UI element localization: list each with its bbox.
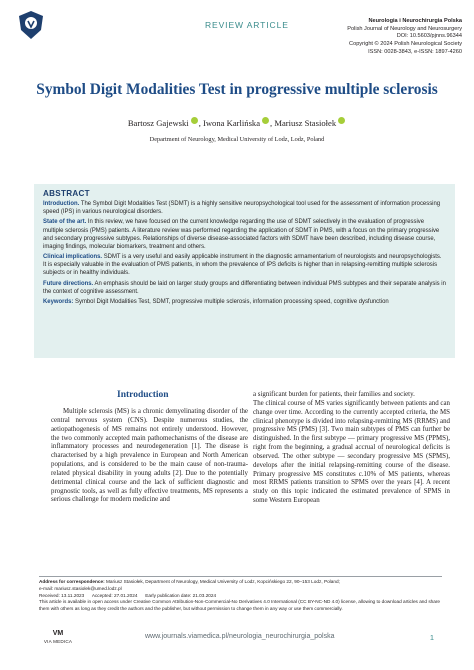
abstract-clinical-implications: Clinical implications. SDMT is a very useful and easily applicable instrument in the diagnostic armamentarium of neurologists and neuropsychologists. It is especially valuable in the evaluation of PMS patients, in whom the prevalence of IPS deficits is higher than in relapsing-remitting multiple sclerosis subjects or in healthy individuals.: [43, 254, 442, 277]
journal-subtitle: Polish Journal of Neurology and Neurosurgery: [347, 25, 462, 32]
footnote-divider: [39, 576, 442, 577]
page-number: 1: [429, 633, 434, 642]
email-link[interactable]: e-mail: mariusz.stasiolek@umed.lodz.pl: [39, 585, 122, 591]
body-paragraph: a significant burden for patients, their families and society. The clinical course of MS varies significantly between patients and can change over time. According to the currently accepted criteria, the MS clinical phenotype is divided into relapsing-remitting MS (RRMS) and progressive MS (PMS) [3]. Two main subtypes of PMS can further be distinguished. In the first subtype — primary progressive MS (PPMS), right from the beginning, a gradual accrual of neurological deficits is observed. The other subtype — secondary progressive MS (SPMS), develops after the initial relapsing-remitting course of the disease. Primary progressive MS constitutes c.10% of MS patients, whereas most RRMS patients transition to SPMS over the years [4]. A recent study on this topic indicated the estimated prevalence of SPMS in some Western European: [253, 391, 450, 505]
body-paragraph: Multiple sclerosis (MS) is a chronic demyelinating disorder of the central nervous system (CNS). Despite numerous studies, the aetiopathogenesis of MS remains not entirely understood. However, the two commonly accepted main pathomechanisms of the disease are inflammatory processes and neurodegeneration [1]. The disease is characterised by a high prevalence in European and North American populations, and is considered to be the main cause of non-trauma-related physical disability in young adults [2]. Due to the potentially detrimental clinical course and the lack of sufficient diagnostic and prognostic tools, as well as fully effective treatments, MS represents a serious challenge for modern medicine and: [51, 408, 248, 504]
via-medica-icon: VM: [52, 630, 64, 637]
orcid-icon[interactable]: [338, 117, 345, 124]
body-left-column: [51, 408, 248, 505]
abstract-future-directions: Future directions. An emphasis should be laid on larger study groups and differentiating between individual PMS subtypes and their separate analysis in the context of cognitive assessment.: [43, 280, 446, 295]
publisher-logo: [40, 629, 76, 649]
abstract-label: State of the art.: [43, 219, 87, 226]
author-list: [0, 117, 474, 128]
journal-name: Neurologia i Neurochirurgia Polska: [368, 18, 462, 24]
journal-emblem-icon: [17, 10, 45, 40]
abstract-label: Clinical implications.: [43, 254, 103, 261]
abstract-heading: ABSTRACT: [43, 189, 90, 198]
author-name: Bartosz Gajewski: [127, 118, 189, 128]
abstract-label: Keywords:: [43, 298, 74, 305]
abstract-state-of-art: State of the art. In this review, we have focused on the current knowledge regarding the use of SDMT selectively in the evaluation of progressive multiple sclerosis (PMS) patients. A literature review was performed regarding the application of SDMT in PMS, with a focus on the primary progressive and secondary progressive subtypes. Relationships of diverse disease-associated factors with SDMT have been described, including disease course, imaging findings, molecular biomarkers, treatment and others.: [43, 219, 440, 250]
journal-url-link[interactable]: www.journals.viamedica.pl/neurologia_neurochirurgia_polska: [145, 633, 335, 640]
abstract-keywords: Keywords: Symbol Digit Modalities Test, SDMT, progressive multiple sclerosis, information processing speed, cognitive dysfunction: [43, 298, 389, 305]
article-type-label: REVIEW ARTICLE: [205, 20, 289, 30]
correspondence: Address for correspondence: Mariusz Stasiołek, Department of Neurology, Medical University of Lodz, Kopcińskiego 22, 90–153 Lodz, Poland;: [39, 579, 340, 584]
article-title: Symbol Digit Modalities Test in progressive multiple sclerosis: [36, 81, 438, 98]
abstract-label: Future directions.: [43, 280, 94, 287]
affiliation: Department of Neurology, Medical University of Lodz, Lodz, Poland: [149, 136, 325, 143]
body-right-column: [253, 391, 450, 506]
license-note: This article is available in open access under Creative Common Attribution-Non-Commercial-No Derivatives 4.0 International (CC BY-NC-ND 4.0) license, allowing to download articles and share them with others as long as they credit the authors and the publisher, but without permission to change them in any way or use them commercially.: [39, 599, 441, 612]
section-heading: Introduction: [117, 390, 169, 400]
footnotes: [39, 579, 442, 613]
journal-info: [312, 18, 462, 57]
issn: ISSN: 0028-3843, e-ISSN: 1897-4260: [368, 48, 462, 55]
orcid-icon[interactable]: [191, 117, 198, 124]
abstract-box: [34, 184, 455, 358]
publication-dates: Received: 13.11.2023 Accepted: 27.01.2024 Early publication date: 21.03.2024: [39, 592, 217, 598]
correspondence-label: Address for correspondence:: [39, 579, 105, 584]
copyright: Copyright © 2024 Polish Neurological Society: [349, 41, 462, 48]
abstract-label: Introduction.: [43, 201, 80, 208]
author-name: , Iwona Karlińska: [198, 118, 261, 128]
publisher-name: VIA MEDICA: [43, 639, 73, 644]
orcid-icon[interactable]: [262, 117, 269, 124]
author-name: , Mariusz Stasiołek: [270, 118, 337, 128]
abstract-introduction: Introduction. The Symbol Digit Modalities Test (SDMT) is a highly sensitive neuropsychological tool used for the assessment of information processing speed (IPS) in various neurological disorders.: [43, 201, 441, 216]
doi[interactable]: DOI: 10.5603/pjnns.96344: [396, 33, 462, 40]
